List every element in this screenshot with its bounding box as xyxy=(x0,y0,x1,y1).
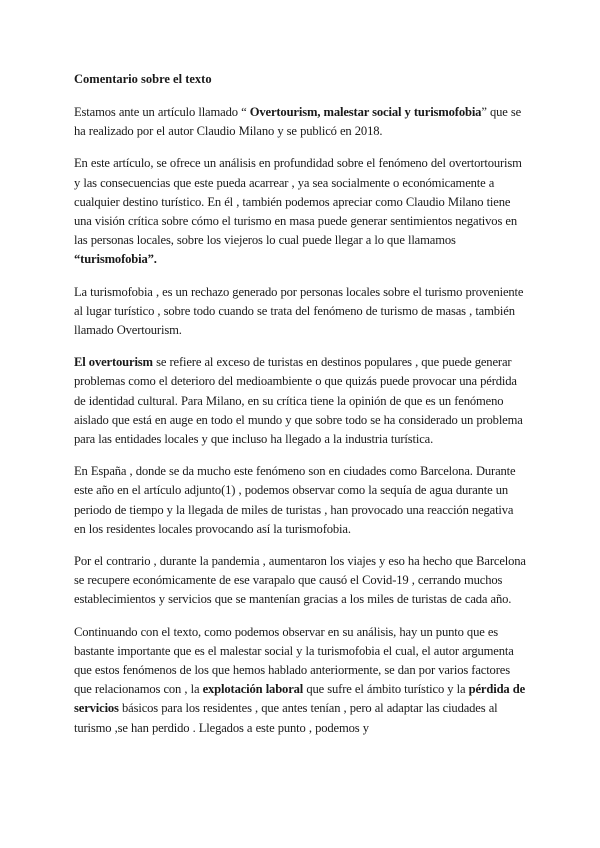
p4-term: El overtourism xyxy=(74,355,153,370)
paragraph-continuation xyxy=(74,623,526,738)
article-title: Overtourism, malestar social y turismofobia xyxy=(249,105,482,119)
paragraph-turismofobia: La turismofobia , es un rechazo generado por personas locales sobre el turismo proveniente al lugar turístico , sobre todo cuando se trata del fenómeno de turismo de masas , también llamado Overtourism. xyxy=(74,284,524,338)
p7-text-a: Continuando con el texto, como podemos observar en su análisis, hay un punto que es bastante importante que es el malestar social y la turismofobia el cual, el autor argumenta que estos fenómenos de los que hemos hablado anteriormente, se dan por varios factores que relacionamos con , la xyxy=(74,624,514,697)
p7-text-e: básicos para los residentes , que antes tenían , pero al adaptar las ciudades al turismo ,se han perdido . Llegados a este punto , podemos y xyxy=(74,701,498,735)
p7-term-labor: explotación laboral xyxy=(202,682,304,697)
p1-text-c: ” que se ha realizado por el autor Claudio Milano y se publicó en 2018. xyxy=(74,105,522,139)
p4-text-b: se refiere al exceso de turistas en destinos populares , que puede generar problemas como el deterioro del medioambiente o que quizás puede provocar una pérdida de identidad cultural. Para Milano, en su crítica tiene la opinión de que es un fenómeno aislado que está en auge en todo el mundo y que sobre todo se ha considerado un problema para las entidades locales y que incluso ha llegado a la industria turística. xyxy=(74,355,523,447)
p2-term: “turismofobia”. xyxy=(74,252,157,267)
p2-text-a: En este artículo, se ofrece un análisis en profundidad sobre el fenómeno del overtortourism y las consecuencias que este pueda acarrear , ya sea socialmente o económicamente a cualquier destino turístico. En él , también podemos apreciar como Claudio Milano tiene una visión crítica sobre cómo el turismo en masa puede generar sentimientos negativos en las personas locales, sobre los viejeros lo cual puede llegar a lo que llamamos xyxy=(74,156,522,248)
paragraph-intro xyxy=(74,103,526,141)
p1-text-a: Estamos ante un artículo llamado “ xyxy=(74,105,250,119)
p7-term-services: pérdida de servicios xyxy=(74,682,526,716)
paragraph-overtourism xyxy=(74,353,526,449)
document-title: Comentario sobre el texto xyxy=(74,72,212,86)
p7-text-c: que sufre el ámbito turístico y la xyxy=(303,682,469,697)
paragraph-spain: En España , donde se da mucho este fenómeno son en ciudades como Barcelona. Durante este año en el artículo adjunto(1) , podemos observar como la sequía de agua durante un periodo de tiempo y la llegada de miles de turistas , han provocado una reacción negativa en los residentes locales provocando así la turismofobia. xyxy=(74,464,516,536)
paragraph-pandemic: Por el contrario , durante la pandemia , aumentaron los viajes y eso ha hecho que Barcelona se recupere económicamente de ese varapalo que causó el Covid-19 , cerrando muchos establecimientos y servicios que se mantenían gracias a los miles de turistas de cada año. xyxy=(74,554,526,607)
paragraph-analysis xyxy=(74,154,526,269)
